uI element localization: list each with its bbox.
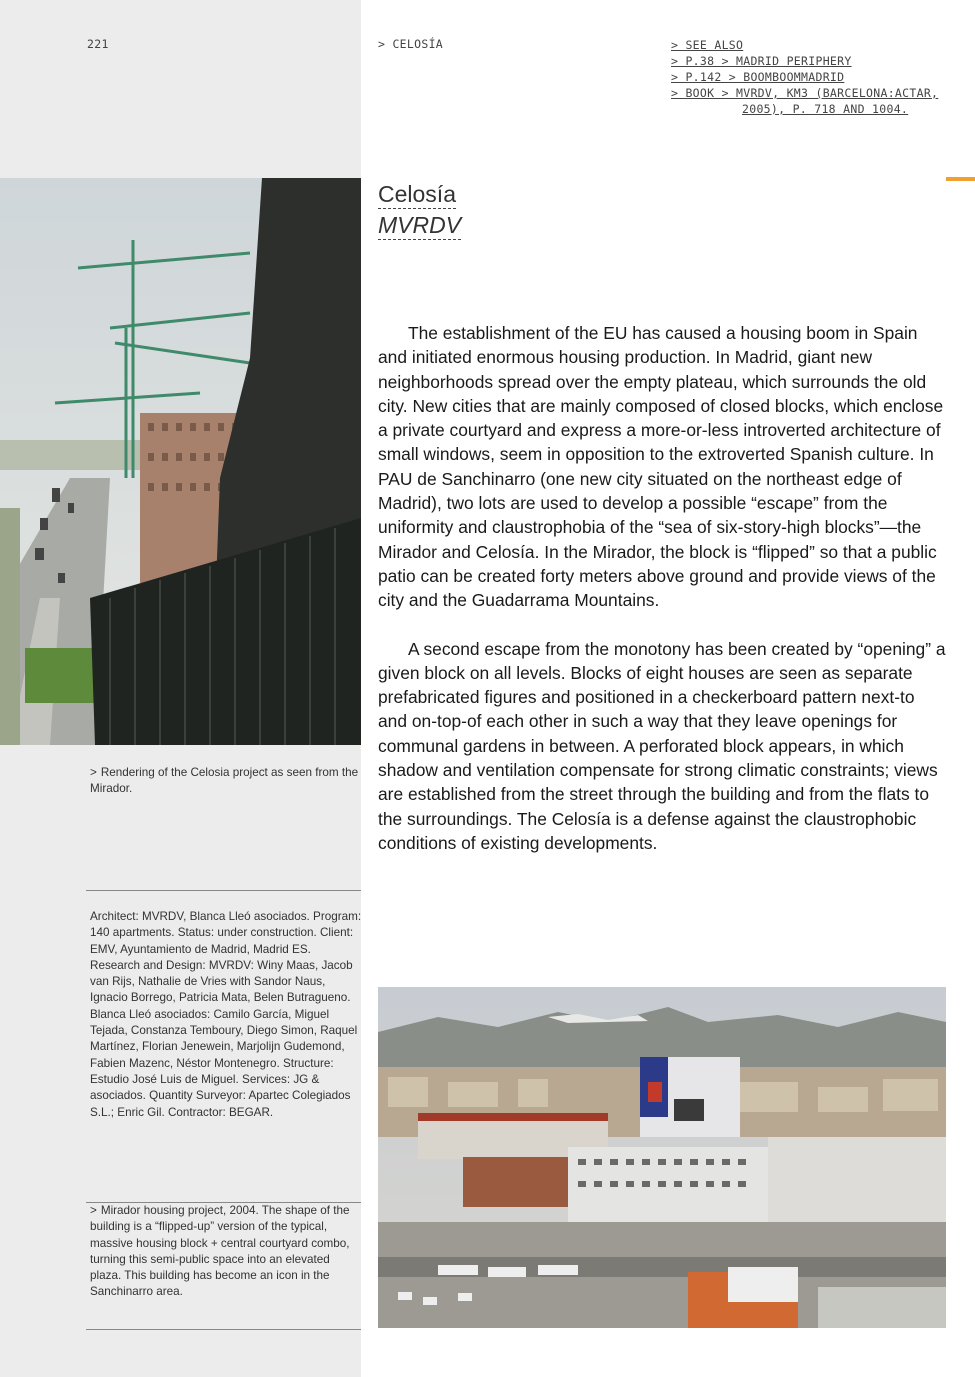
accent-tab	[946, 177, 975, 181]
caption-arrow-icon: >	[90, 766, 97, 779]
see-also-line[interactable]: > P.142 > BOOMBOOMMADRID	[671, 70, 845, 84]
mirador-image	[378, 987, 946, 1328]
project-credits: Architect: MVRDV, Blanca Lleó asociados. Program: 140 apartments. Status: under construction. Client: EMV, Ayuntamiento de Madrid, Madrid ES. Research and Design: MVRDV: Winy Maas, Jacob van Rijs, Nathalie de Vries with Sandor Naus, Ignacio Borrego, Patricia Mata, Belen Butragueno. Blanca Lleó asociados: Camilo García, Miguel Tejada, Constanza Temboury, Diego Simon, Raquel Martínez, Florian Jenewein, Marjolijn Gudemond, Fabien Mazenc, Néstor Montenegro. Structure: Estudio José Luis de Miguel. Services: JG & asociados. Quantity Surveyor: Apartec Colegiados S.L.; Enric Gil. Contractor: BEGAR.	[90, 910, 362, 1119]
see-also-line[interactable]: > P.38 > MADRID PERIPHERY	[671, 54, 852, 68]
section-label: > CELOSÍA	[378, 37, 444, 51]
caption-text: Rendering of the Celosia project as seen from the Mirador.	[90, 766, 359, 796]
caption-text: Mirador housing project, 2004. The shape of the building is a “flipped-up” version of the typical, massive housing block + central courtyard combo, turning this semi-public space into an elevated plaza. This building has become an icon in the Sanchinarro area.	[90, 1204, 350, 1299]
page-number: 221	[87, 37, 109, 51]
mirador-caption	[86, 1202, 361, 1330]
article-body	[378, 321, 948, 855]
rendering-image	[0, 178, 361, 745]
rendering-caption	[86, 765, 361, 891]
article-heading	[378, 180, 461, 240]
body-paragraph: The establishment of the EU has caused a housing boom in Spain and initiated enormous housing production. In Madrid, giant new neighborhoods spread over the empty plateau, which surrounds the old city. New cities that are mainly composed of closed blocks, which enclose a private courtyard and express a more-or-less introverted architecture of small windows, seem in opposition to the extroverted Spanish culture. In PAU de Sanchinarro (one new city situated on the northeast edge of Madrid), two lots are used to develop a possible “escape” from the uniformity and claustrophobia of the “sea of six-story-high blocks”—the Mirador and Celosía. In the Mirador, the block is “flipped” so that a public patio can be created forty meters above ground and provide views of the city and the Guadarrama Mountains.	[378, 323, 944, 611]
see-also-line[interactable]: > BOOK > MVRDV, KM3 (BARCELONA:ACTAR,	[671, 86, 939, 100]
see-also-line[interactable]: > SEE ALSO	[671, 38, 744, 52]
caption-arrow-icon: >	[90, 1204, 97, 1217]
see-also-list	[671, 37, 938, 117]
rendering-photo	[0, 178, 361, 745]
see-also-line[interactable]: 2005), P. 718 AND 1004.	[742, 102, 909, 116]
body-paragraph: A second escape from the monotony has been created by “opening” a given block on all levels. Blocks of eight houses are seen as separate prefabricated figures and positioned in a checkerboard pattern next-to and on-top-of each other in such a way that they leave openings for communal gardens in between. A perforated block appears, in which shadow and ventilation compensate for strong climatic constraints; views are established from the street through the building and from the flats to the surroundings. The Celosía is a defense against the claustrophobic conditions of existing developments.	[378, 638, 946, 853]
article-title: Celosía	[378, 181, 456, 207]
mirador-photo	[378, 987, 946, 1328]
article-author: MVRDV	[378, 212, 462, 238]
